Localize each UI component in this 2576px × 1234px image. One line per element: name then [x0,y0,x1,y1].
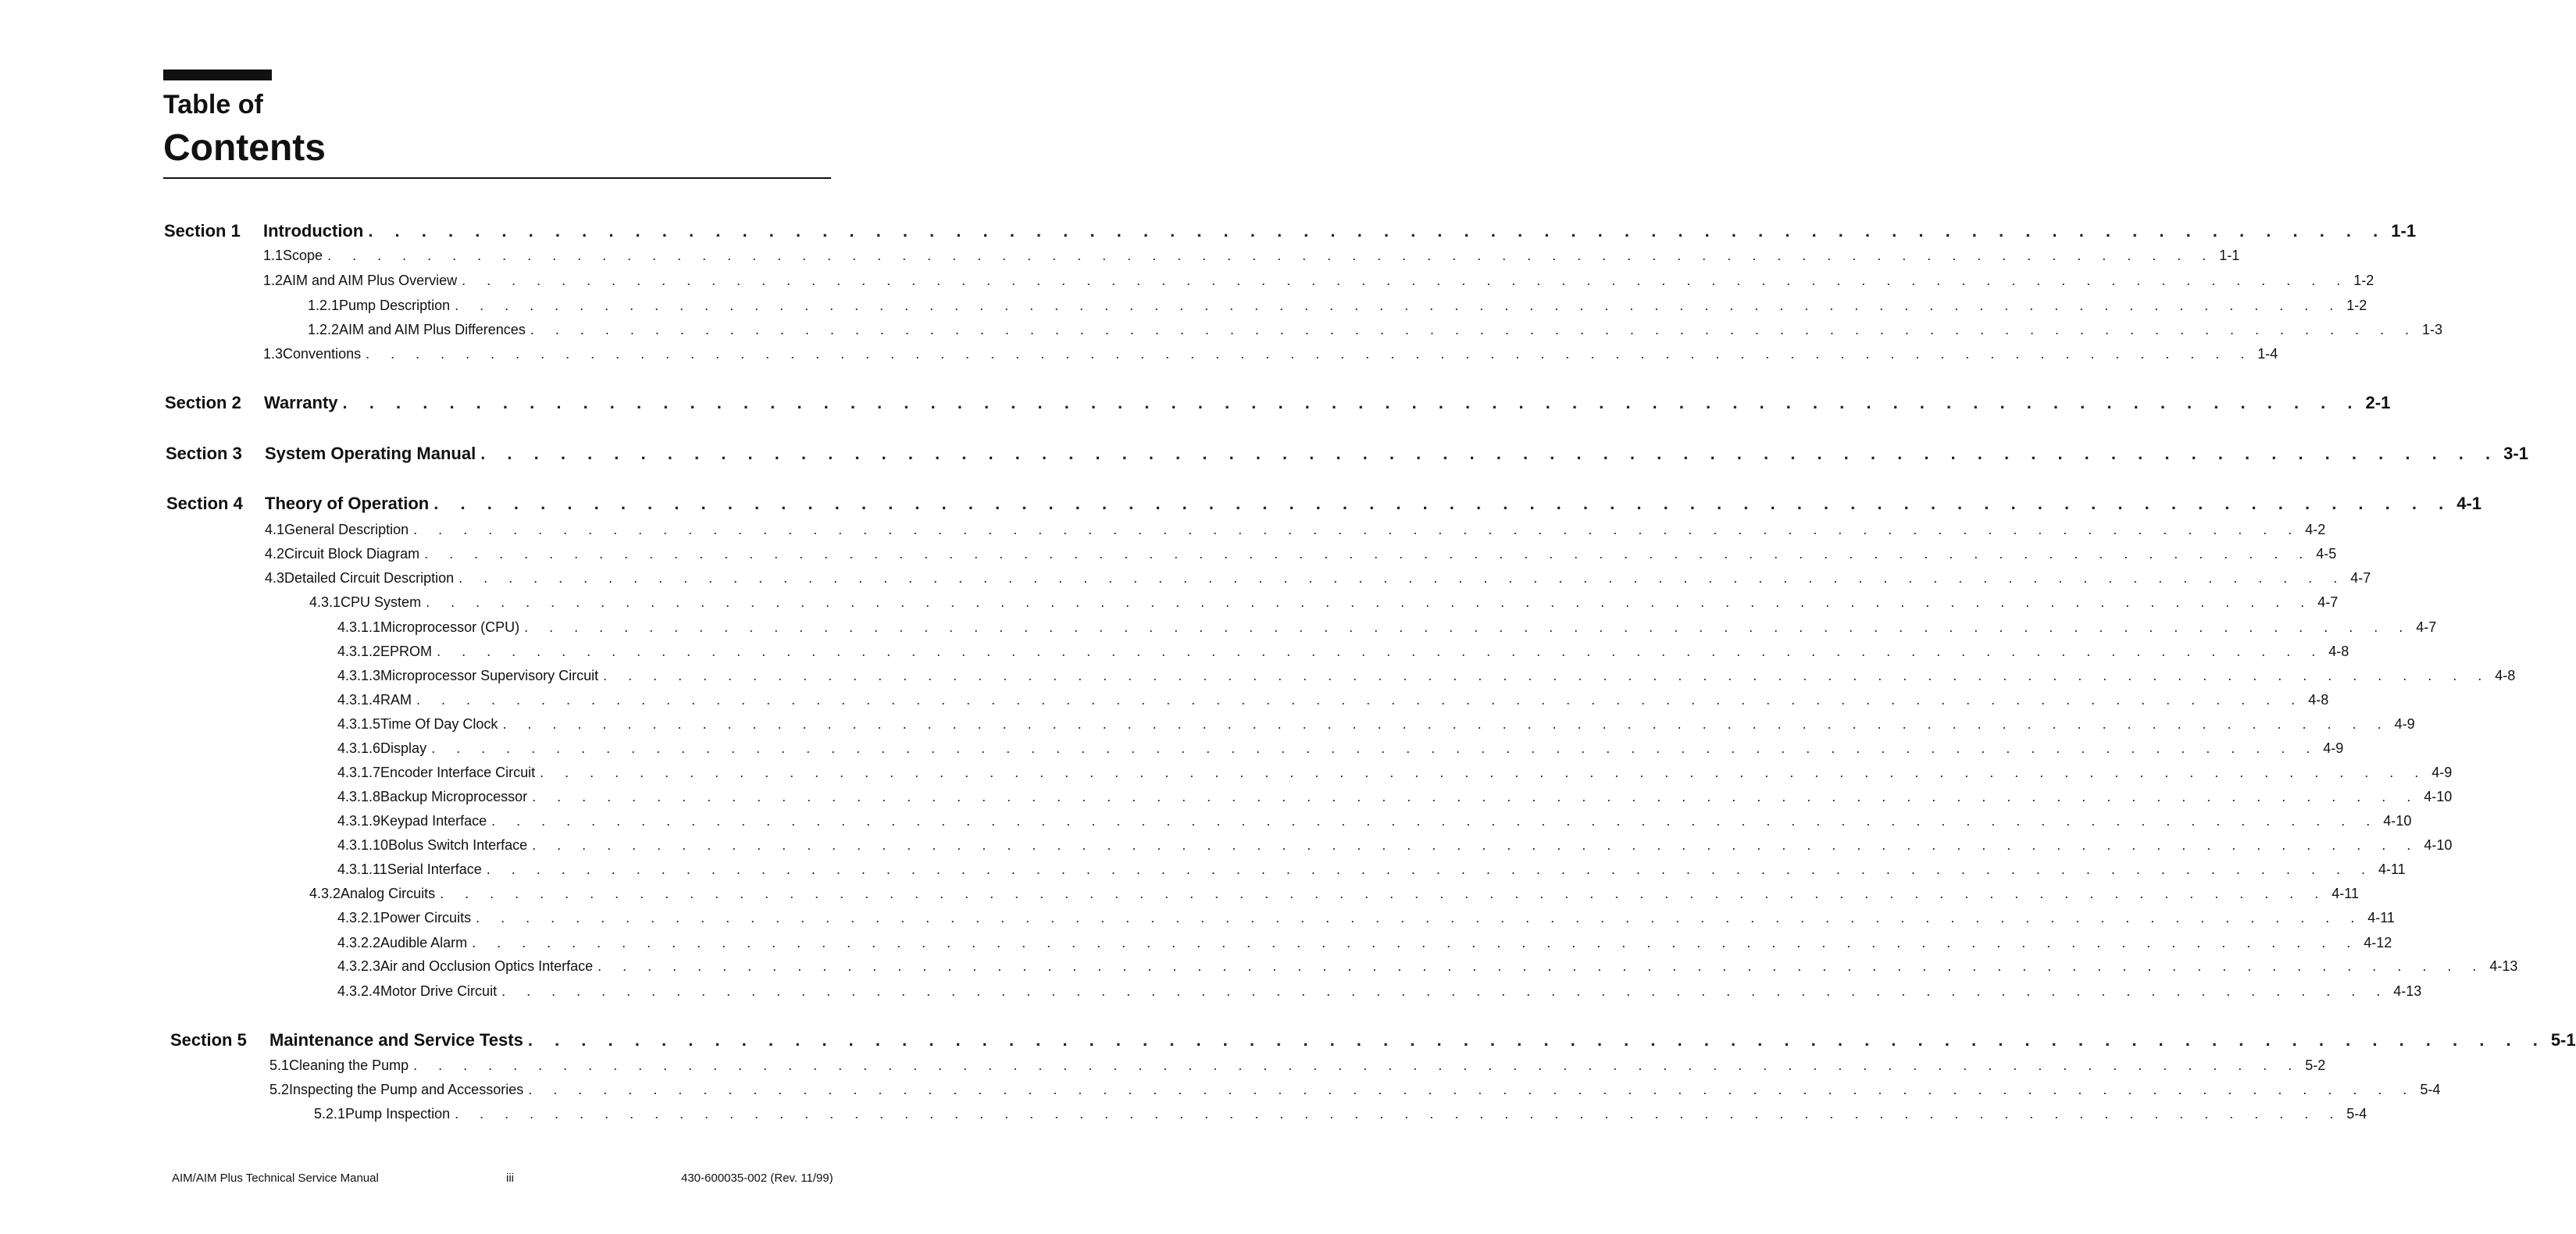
toc-entry-number: 4.3.1.5 [337,716,381,732]
toc-page-number: 3-1 [2503,444,2528,463]
toc-subentry[interactable] [337,786,2453,807]
toc-entry-number: 4.3.2.2 [337,935,381,950]
toc-entry-number: 1.2 [263,273,284,288]
toc-entry-number: 4.3.2 [309,886,341,901]
dot-leader: . . . . . . . . . . . . . . . . . . . . . . . . . . . . . . . . . . . . . . . . . . . . . . . . . . . . . . . . . . . . . . . . . . . . . . . . . . . . [532,837,2420,853]
toc-page-number: 4-7 [2350,570,2371,586]
toc-entry-title: EPROM [380,644,433,659]
toc-entry-number: 4.3.1.4 [337,692,381,708]
dot-leader: . . . . . . . . . . . . . . . . . . . . . . . . . . . . . . . . . . . . . . . . . . . . . . . . . . . . . . . . . . . . . . . . . . . . . . . . . . . . [532,789,2420,804]
toc-subentry[interactable] [337,641,2349,662]
toc-entry-title: Theory of Operation [265,494,430,513]
toc-entry-number: 4.3.1.3 [337,668,381,683]
dot-leader: . . . . . . . . . . . . . . . . . . . . . . . . . . . . . . . . . . . . . . . . . . . . . . . . . . . . . . . . . . . . . . . . . . . . . . . . . . . . [413,1057,2301,1073]
toc-entry-title: Keypad Interface [380,813,487,829]
toc-page-number: 5-2 [2305,1057,2326,1073]
toc-subentry[interactable] [337,714,2415,734]
toc-subentry[interactable] [337,981,2422,1001]
section-label: Section 5 [170,1030,247,1050]
toc-page-number: 4-11 [2378,861,2406,877]
dot-leader: . . . . . . . . . . . . . . . . . . . . . . . . . . . . . . . . . . . . . . . . . . . . . . . . . . . . . . . . . . . . . . . . . . . . . . . . . . . . [366,346,2253,362]
dot-leader: . . . . . . . . . . . . . . . . . . . . . . . . . . . . . . . . . . . . . . . . . . . . . . . . . . . . . . . . . . . . . . . . . . . . . . . . . . . . [603,668,2491,683]
toc-entry-number: 4.3.2.4 [337,983,381,999]
toc-page-number: 1-1 [2391,221,2417,241]
dot-leader: . . . . . . . . . . . . . . . . . . . . . . . . . . . . . . . . . . . . . . . . . . . . . . . . . . . . . . . . . . . . . . . . . . . . . . . . . . . . [501,983,2389,999]
toc-page-number: 4-9 [2323,740,2344,756]
dot-leader: . . . . . . . . . . . . . . . . . . . . . . . . . . . . . . . . . . . . . . . . . . . . . . . . . . . . . . . . . . . . . . . . . . . . . . . . . . . . [491,813,2379,829]
toc-entry-title: AIM and AIM Plus Differences [339,322,526,337]
toc-entry-title: Pump Description [339,298,451,313]
toc-entry-title: Encoder Interface Circuit [380,765,536,780]
toc-subentry[interactable] [337,933,2392,953]
toc-entry-title: CPU System [341,594,422,610]
toc-subentry[interactable] [337,738,2344,758]
toc-entry-number: 4.3.1.8 [337,789,381,804]
toc-page-number: 4-12 [2364,935,2392,950]
toc-page-number: 1-2 [2346,298,2367,313]
toc-subentry[interactable] [265,519,2326,540]
toc-entry-title: Pump Inspection [345,1106,451,1122]
dot-leader: . . . . . . . . . . . . . . . . . . . . . . . . . . . . . . . . . . . . . . . . . . . . . . . . . . . . . . . . . . . . . . . . . . . . . . . . . . . . [524,619,2412,635]
toc-entry-number: 4.2 [265,546,285,562]
page-title-line2: Contents [163,127,326,169]
toc-page-number: 4-9 [2432,765,2453,780]
toc-entry-title: Motor Drive Circuit [380,983,498,999]
dot-leader: . . . . . . . . . . . . . . . . . . . . . . . . . . . . . . . . . . . . . . . . . . . . . . . . . . . . . . . . . . . . . . . . . . . . . . . . . . . . [458,570,2346,586]
toc-page-number: 1-1 [2219,248,2240,263]
toc-entry-number: 4.3.1.6 [337,740,381,756]
toc-page-number: 4-11 [2332,886,2359,901]
toc-entry-number: 4.1 [265,522,285,537]
toc-entry-title: System Operating Manual [265,444,476,463]
toc-entry-number: 1.2.2 [308,322,340,337]
toc-entry-title: Inspecting the Pump and Accessories [289,1082,524,1097]
title-bar [163,70,272,80]
toc-subentry[interactable] [265,568,2371,588]
toc-page-number: 4-1 [2456,494,2482,513]
dot-leader: . . . . . . . . . . . . . . . . . . . . . . . . . . . . . . . . . . . . . . . . . . . . . . . . . . . . . . . . . . . . . . . . . . . . . . . . . . . . [455,1106,2342,1122]
toc-subentry[interactable] [263,344,2278,364]
dot-leader: . . . . . . . . . . . . . . . . . . . . . . . . . . . . . . . . . . . . . . . . . . . . . . . . . . . . . . . . . . . . . . . . . . . . . . . . . . . . [413,522,2301,537]
dot-leader: . . . . . . . . . . . . . . . . . . . . . . . . . . . . . . . . . . . . . . . . . . . . . . . . . . . . . . . . . . . . . . . . . . . . . . . . . . . . [426,594,2314,610]
toc-entry-number: 1.3 [263,346,284,362]
dot-leader: . . . . . . . . . . . . . . . . . . . . . . . . . . . . . . . . . . . . . . . . . . . . . . . . . . . . . . . . . . . . . . . . . . . . . . . . . . . . [472,935,2360,950]
section-label: Section 2 [165,393,241,412]
toc-entry-number: 5.2.1 [314,1106,346,1122]
dot-leader: . . . . . . . . . . . . . . . . . . . . . . . . . . . . . . . . . . . . . . . . . . . . . . . . . . . . . . . . . . . . . . . . . . . . . . . . . . . . [476,910,2364,926]
toc-subentry[interactable] [337,665,2516,686]
toc-page-number: 4-10 [2424,789,2453,804]
dot-leader: . . . . . . . . . . . . . . . . . . . . . . . . . . . . . . . . . . . . . . . . . . . . . . . . . . . . . . . . . . . . . . . . . . . . . . . . . . . . [462,273,2349,288]
toc-entry-title: Microprocessor (CPU) [380,619,520,635]
toc-subentry[interactable] [308,319,2442,340]
title-rule [163,177,831,179]
toc-subentry[interactable] [337,762,2453,783]
toc-entry-title: Maintenance and Service Tests [269,1030,523,1050]
dot-leader: . . . . . . . . . . . . . . . . . . . . . . . . . . . . . . . . . . . . . . . . . . . . . . . . . . . . . . . . . . . . . . . . . . . . . . . . . . . . [502,716,2390,732]
dot-leader: . . . . . . . . . . . . . . . . . . . . . . . . . . . . . . . . . . . . . . . . . . . . . . . . . . . . . . . . . . . . . . . . . . . . . . . . . . . . [437,644,2324,659]
toc-entry-title: Warranty [264,393,338,412]
toc-entry-title: Detailed Circuit Description [284,570,455,586]
toc-section-entry[interactable] [265,444,2528,464]
toc-subentry[interactable] [308,295,2367,316]
toc-page-number: 1-2 [2353,273,2374,288]
toc-subentry[interactable] [309,592,2339,612]
toc-page-number: 5-1 [2550,1030,2576,1050]
dot-leader: . . . . . . . . . . . . . . . . . . . . . . . . . . . . . . . . . . . . . . . . . . . . . . . . . . . . . . . . . . . . . . . . . . . . . . . . . . . . [424,546,2312,562]
toc-subentry[interactable] [337,956,2518,976]
toc-page-number: 4-11 [2367,910,2395,926]
toc-page-number: 4-10 [2383,813,2412,829]
footer-right: 430-600035-002 (Rev. 11/99) [681,1172,833,1185]
toc-entry-title: Cleaning the Pump [289,1057,409,1073]
dot-leader: . . . . . . . . . . . . . . . . . . . . . . . . . . . . . . . . . . . . . . . . . . . . . . . . . . . . . . . . . . . . . . . . . . . . . . . . . . . . [433,494,2453,513]
toc-entry-title: Time Of Day Clock [380,716,498,732]
dot-leader: . . . . . . . . . . . . . . . . . . . . . . . . . . . . . . . . . . . . . . . . . . . . . . . . . . . . . . . . . . . . . . . . . . . . . . . . . . . . [342,393,2361,412]
footer-center: iii [506,1172,514,1185]
toc-entry-number: 4.3.1.11 [337,861,387,877]
toc-entry-title: Conventions [283,346,362,362]
toc-page-number: 4-13 [2489,958,2518,974]
toc-entry-number: 4.3.1.10 [337,837,389,853]
toc-page-number: 2-1 [2365,393,2391,412]
toc-entry-number: 5.1 [269,1057,290,1073]
toc-subentry[interactable] [269,1055,2326,1075]
toc-page-number: 4-2 [2305,522,2326,537]
dot-leader: . . . . . . . . . . . . . . . . . . . . . . . . . . . . . . . . . . . . . . . . . . . . . . . . . . . . . . . . . . . . . . . . . . . . . . . . . . . . [455,298,2342,313]
toc-entry-title: Display [380,740,427,756]
toc-subentry[interactable] [263,245,2240,266]
dot-leader: . . . . . . . . . . . . . . . . . . . . . . . . . . . . . . . . . . . . . . . . . . . . . . . . . . . . . . . . . . . . . . . . . . . . . . . . . . . . [598,958,2485,974]
toc-entry-title: Analog Circuits [341,886,436,901]
toc-entry-number: 4.3.1.7 [337,765,381,780]
page-title-line1: Table of [163,90,263,119]
toc-page-number: 4-7 [2317,594,2339,610]
toc-subentry[interactable] [269,1079,2441,1100]
dot-leader: . . . . . . . . . . . . . . . . . . . . . . . . . . . . . . . . . . . . . . . . . . . . . . . . . . . . . . . . . . . . . . . . . . . . . . . . . . . . [480,444,2499,463]
toc-entry-title: Air and Occlusion Optics Interface [380,958,594,974]
toc-entry-number: 5.2 [269,1082,290,1097]
toc-entry-number: 4.3.2.1 [337,910,381,926]
section-label: Section 4 [166,494,243,513]
section-label: Section 1 [164,221,241,241]
toc-subentry[interactable] [337,617,2437,637]
toc-entry-title: Bolus Switch Interface [388,837,528,853]
dot-leader: . . . . . . . . . . . . . . . . . . . . . . . . . . . . . . . . . . . . . . . . . . . . . . . . . . . . . . . . . . . . . . . . . . . . . . . . . . . . [540,765,2428,780]
toc-page-number: 4-10 [2424,837,2453,853]
toc-subentry[interactable] [265,544,2337,564]
toc-entry-title: General Description [284,522,409,537]
toc-entry-number: 4.3.2.3 [337,958,381,974]
toc-section-entry[interactable] [263,221,2417,241]
dot-leader: . . . . . . . . . . . . . . . . . . . . . . . . . . . . . . . . . . . . . . . . . . . . . . . . . . . . . . . . . . . . . . . . . . . . . . . . . . . . [530,322,2417,337]
toc-entry-number: 1.1 [263,248,284,263]
dot-leader: . . . . . . . . . . . . . . . . . . . . . . . . . . . . . . . . . . . . . . . . . . . . . . . . . . . . . . . . . . . . . . . . . . . . . . . . . . . . [431,740,2319,756]
toc-section-entry[interactable] [269,1030,2576,1050]
toc-entry-title: Backup Microprocessor [380,789,528,804]
toc-subentry[interactable] [337,908,2395,928]
toc-page-number: 4-8 [2328,644,2349,659]
toc-page-number: 1-3 [2421,322,2442,337]
toc-subentry[interactable] [337,859,2406,879]
toc-entry-title: Circuit Block Diagram [284,546,420,562]
toc-entry-title: RAM [380,692,412,708]
section-label: Section 3 [166,444,242,463]
dot-leader: . . . . . . . . . . . . . . . . . . . . . . . . . . . . . . . . . . . . . . . . . . . . . . . . . . . . . . . . . . . . . . . . . . . . . . . . . . . . [440,886,2328,901]
toc-page-number: 4-8 [2495,668,2516,683]
dot-leader: . . . . . . . . . . . . . . . . . . . . . . . . . . . . . . . . . . . . . . . . . . . . . . . . . . . . . . . . . . . . . . . . . . . . . . . . . . . . [528,1082,2416,1097]
toc-page-number: 4-13 [2393,983,2422,999]
toc-page-number: 4-9 [2394,716,2415,732]
toc-entry-number: 4.3 [265,570,285,586]
toc-page-number: 1-4 [2257,346,2278,362]
toc-subentry[interactable] [337,811,2412,831]
toc-section-entry[interactable] [265,494,2482,514]
toc-entry-title: Introduction [263,221,364,241]
toc-page-number: 5-4 [2420,1082,2441,1097]
dot-leader: . . . . . . . . . . . . . . . . . . . . . . . . . . . . . . . . . . . . . . . . . . . . . . . . . . . . . . . . . . . . . . . . . . . . . . . . . . . . [527,1030,2546,1050]
toc-page-number: 4-8 [2308,692,2329,708]
toc-page-number: 4-7 [2416,619,2437,635]
toc-entry-number: 4.3.1.2 [337,644,381,659]
toc-section-entry[interactable] [264,393,2391,413]
dot-leader: . . . . . . . . . . . . . . . . . . . . . . . . . . . . . . . . . . . . . . . . . . . . . . . . . . . . . . . . . . . . . . . . . . . . . . . . . . . . [368,221,2387,241]
toc-subentry[interactable] [337,835,2453,855]
toc-entry-title: Power Circuits [380,910,472,926]
toc-subentry[interactable] [263,270,2374,291]
toc-entry-title: Microprocessor Supervisory Circuit [380,668,599,683]
toc-subentry[interactable] [309,883,2359,904]
toc-entry-title: AIM and AIM Plus Overview [283,273,458,288]
toc-page-number: 4-5 [2316,546,2337,562]
dot-leader: . . . . . . . . . . . . . . . . . . . . . . . . . . . . . . . . . . . . . . . . . . . . . . . . . . . . . . . . . . . . . . . . . . . . . . . . . . . . [327,248,2215,263]
toc-subentry[interactable] [337,690,2329,710]
toc-entry-number: 4.3.1.1 [337,619,381,635]
toc-entry-number: 1.2.1 [308,298,340,313]
toc-entry-title: Scope [283,248,323,263]
toc-entry-title: Serial Interface [387,861,482,877]
toc-entry-number: 4.3.1 [309,594,341,610]
footer-left: AIM/AIM Plus Technical Service Manual [172,1172,379,1185]
dot-leader: . . . . . . . . . . . . . . . . . . . . . . . . . . . . . . . . . . . . . . . . . . . . . . . . . . . . . . . . . . . . . . . . . . . . . . . . . . . . [416,692,2304,708]
toc-entry-number: 4.3.1.9 [337,813,381,829]
toc-subentry[interactable] [314,1104,2367,1124]
dot-leader: . . . . . . . . . . . . . . . . . . . . . . . . . . . . . . . . . . . . . . . . . . . . . . . . . . . . . . . . . . . . . . . . . . . . . . . . . . . . [486,861,2374,877]
toc-entry-title: Audible Alarm [380,935,468,950]
toc-page-number: 5-4 [2346,1106,2367,1122]
